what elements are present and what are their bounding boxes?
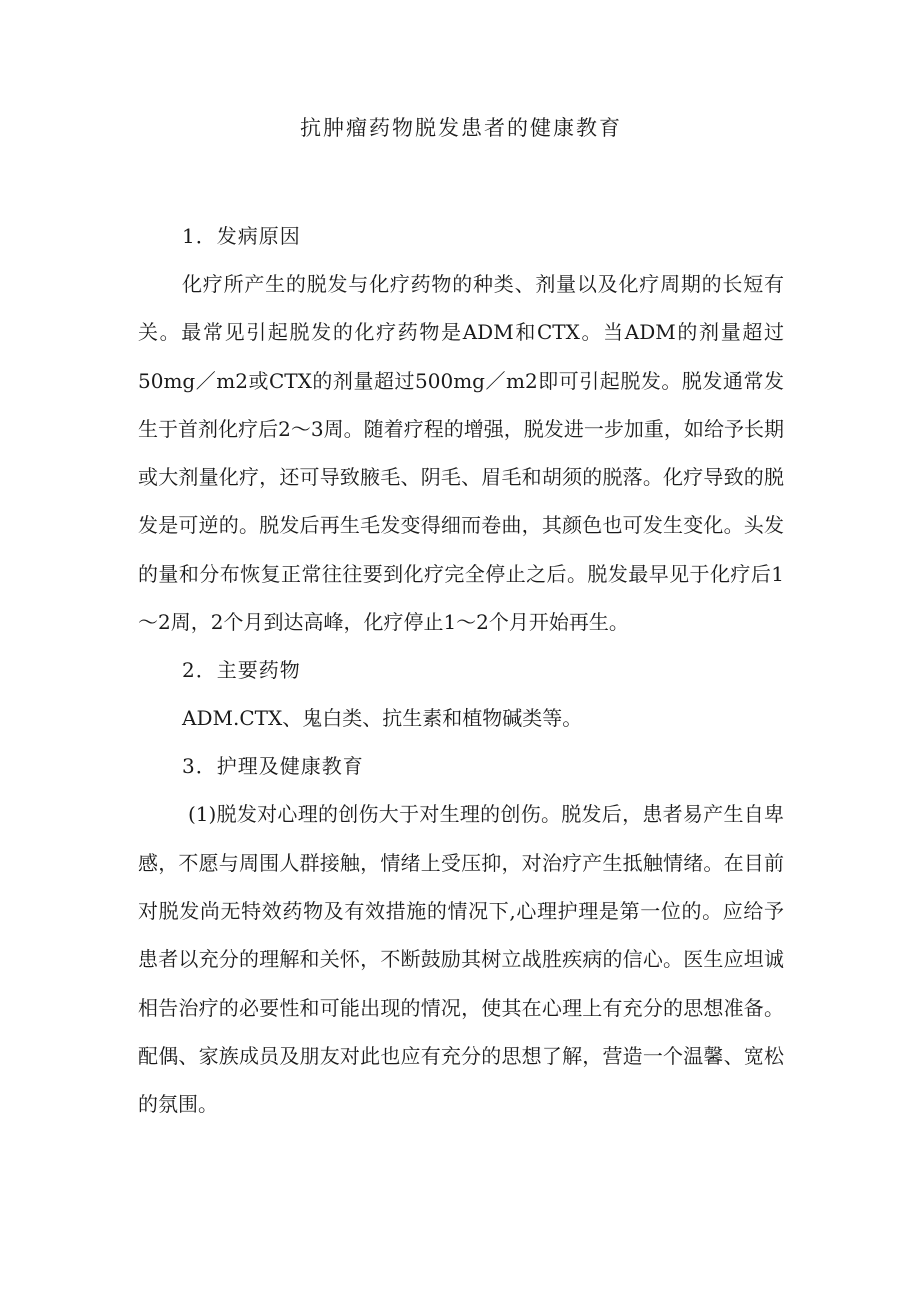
drug-list-line: ADM.CTX、鬼白类、抗生素和植物碱类等。 — [182, 706, 583, 731]
section-heading-care: 3．护理及健康教育 — [182, 754, 364, 779]
section-drugs — [138, 646, 784, 742]
document-title: 抗肿瘤药物脱发患者的健康教育 — [300, 116, 622, 140]
section-care — [138, 742, 784, 1128]
section-heading-drugs: 2．主要药物 — [182, 658, 301, 683]
paragraph-causes: 化疗所产生的脱发与化疗药物的种类、剂量以及化疗周期的长短有关。最常见引起脱发的化疗药物是ADM和CTX。当ADM的剂量超过50mg／m2或CTX的剂量超过500mg／m2即可引起脱发。脱发通常发生于首剂化疗后2～3周。随着疗程的增强，脱发进一步加重，如给予长期或大剂量化疗，还可导致腋毛、阴毛、眉毛和胡须的脱落。化疗导致的脱发是可逆的。脱发后再生毛发变得细而卷曲，其颜色也可发生变化。头发的量和分布恢复正常往往要到化疗完全停止之后。脱发最早见于化疗后1～2周，2个月到达高峰，化疗停止1～2个月开始再生。 — [138, 272, 784, 635]
section-causes — [138, 212, 784, 646]
paragraph-care-1: (1)脱发对心理的创伤大于对生理的创伤。脱发后，患者易产生自卑感，不愿与周围人群接触，情绪上受压抑，对治疗产生抵触情绪。在目前对脱发尚无特效药物及有效措施的情况下,心理护理是第一位的。应给予患者以充分的理解和关怀，不断鼓励其树立战胜疾病的信心。医生应坦诚相告治疗的必要性和可能出现的情况，使其在心理上有充分的思想准备。配偶、家族成员及朋友对此也应有充分的思想了解，营造一个温馨、宽松的氛围。 — [138, 802, 784, 1117]
document-page — [138, 108, 784, 1128]
section-heading-causes: 1．发病原因 — [182, 224, 301, 248]
